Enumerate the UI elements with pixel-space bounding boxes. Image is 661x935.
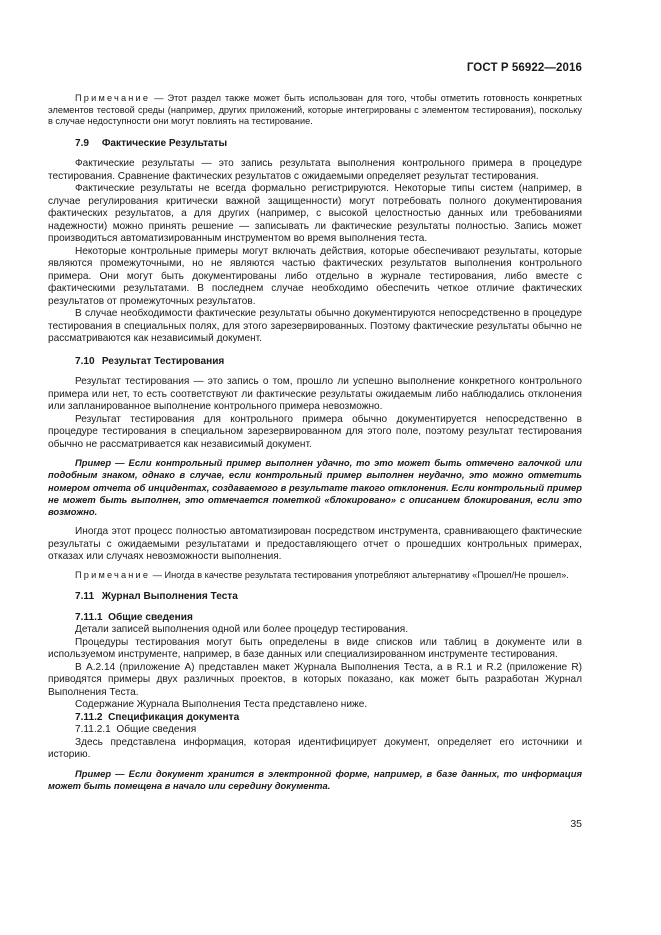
subsubsection-title: Общие сведения	[116, 724, 197, 736]
section-title: Журнал Выполнения Теста	[101, 591, 238, 603]
note-text: — Этот раздел также может быть использован для того, чтобы отметить готовность конкретных элементов тестовой среды (например, других приложений, которые интегрированы с элементом тестирования), поскольку в случае недоступности они могут повлиять на тестирование.	[48, 93, 582, 127]
subsubsection-number: 7.11.2.1	[75, 724, 111, 736]
subsection-heading-7-11-1	[48, 612, 582, 625]
section-number: 7.11	[75, 591, 95, 603]
note-label: Примечание	[75, 93, 151, 103]
paragraph: В случае необходимости фактические результаты обычно документируются непосредственно в процедуре тестирования в специальных полях, для этого зарезервированных. Поэтому фактические результаты обычно не рассматриваются как независимый документ.	[48, 308, 582, 345]
note-text: — Иногда в качестве результата тестирования употребляют альтернативу «Прошел/Не прошел».	[150, 569, 569, 580]
paragraph: Фактические результаты — это запись результата выполнения контрольного примера в процедуре тестирования. Сравнение фактических результатов с ожидаемыми определяет результат тестирования.	[48, 158, 582, 182]
section-heading-7-9	[48, 138, 582, 151]
paragraph: Некоторые контрольные примеры могут включать действия, которые обеспечивают результаты, которые являются промежуточными, но не являются частью фактических результатов выполнения контрольного примера. Они могут быть документированы либо отдельно в журнале тестирования, либо вместе с фактическими результатами. В последнем случае необходимо обеспечить четкое отличие фактических результатов от промежуточных результатов.	[48, 245, 582, 307]
paragraph: В А.2.14 (приложение А) представлен макет Журнала Выполнения Теста, а в R.1 и R.2 (приложение R) приводятся примеры двух различных проектов, в которых показано, как может быть разработан Журнал Выполнения Теста.	[48, 661, 582, 698]
standard-header: ГОСТ Р 56922—2016	[466, 62, 582, 74]
note-label: Примечание	[75, 569, 151, 580]
note-paragraph	[48, 93, 582, 128]
paragraph: Процедуры тестирования могут быть определены в виде списков или таблиц в документе или в используемом инструменте, например, в базе данных или специализированном инструменте тестирования.	[48, 636, 582, 661]
subsection-number: 7.11.2	[75, 711, 103, 723]
section-title: Результат Тестирования	[101, 355, 225, 367]
paragraph: Иногда этот процесс полностью автоматизирован посредством инструмента, сравнивающего фактические результаты с ожидаемыми результатами и предоставляющего отчет о прошедших контрольных примерах, отказах или случаях невозможности выполнения.	[48, 526, 582, 563]
section-number: 7.10	[75, 355, 95, 367]
section-heading-7-10	[48, 356, 582, 369]
subsection-title: Спецификация документа	[108, 711, 240, 723]
paragraph: Содержание Журнала Выполнения Теста представлено ниже.	[75, 699, 368, 711]
note-paragraph	[48, 570, 582, 582]
subsection-number: 7.11.1	[75, 611, 103, 623]
subsection-title: Общие сведения	[108, 611, 193, 623]
subsection-heading-7-11-2	[48, 712, 582, 725]
paragraph: Результат тестирования для контрольного примера обычно документируется непосредственно в процедуре тестирования в специальном зарезервированном для этого поле, поэтому результат тестирования обычно не рассматривается как независимый документ.	[48, 413, 582, 450]
example-paragraph: Пример — Если документ хранится в электронной форме, например, в базе данных, то информация может быть помещена в начало или середину документа.	[48, 767, 582, 792]
paragraph: Детали записей выполнения одной или более процедур тестирования.	[75, 624, 409, 636]
section-number: 7.9	[75, 137, 90, 149]
paragraph: Фактические результаты не всегда формально регистрируются. Некоторые типы систем (например, в случае регулирования критически важной защищенности) могут потребовать полного документирования фактических результатов, а для других (например, с высокой целостностью данных или требованиями надежности) можно принять решение — записывать ли фактические результаты полностью. Запись может производиться автоматизированным инструментом во время выполнения теста.	[48, 183, 582, 245]
section-heading-7-11	[48, 591, 582, 604]
section-title: Фактические Результаты	[101, 137, 228, 149]
example-paragraph: Пример — Если контрольный пример выполнен удачно, то это может быть отмечено галочкой или подобным знаком, однако в случае, если контрольный пример выполнен неудачно, это можно отметить номером отчета об инцидентах, создаваемого в результате такого отклонения. Если контрольный пример не может быть выполнен, это отмечается пометкой «блокировано» с описанием блокирования, если это возможно.	[48, 457, 582, 518]
subsubsection-heading-7-11-2-1	[48, 724, 582, 737]
paragraph: Результат тестирования — это запись о том, прошло ли успешно выполнение конкретного контрольного примера или нет, то есть соответствуют ли фактические результаты ожидаемым либо наблюдались отклонения или запланированное выполнение контрольного примера невозможно.	[48, 376, 582, 413]
page-content	[48, 93, 582, 792]
paragraph: Здесь представлена информация, которая идентифицирует документ, определяет его источники и историю.	[48, 736, 582, 761]
page-number: 35	[570, 818, 582, 830]
